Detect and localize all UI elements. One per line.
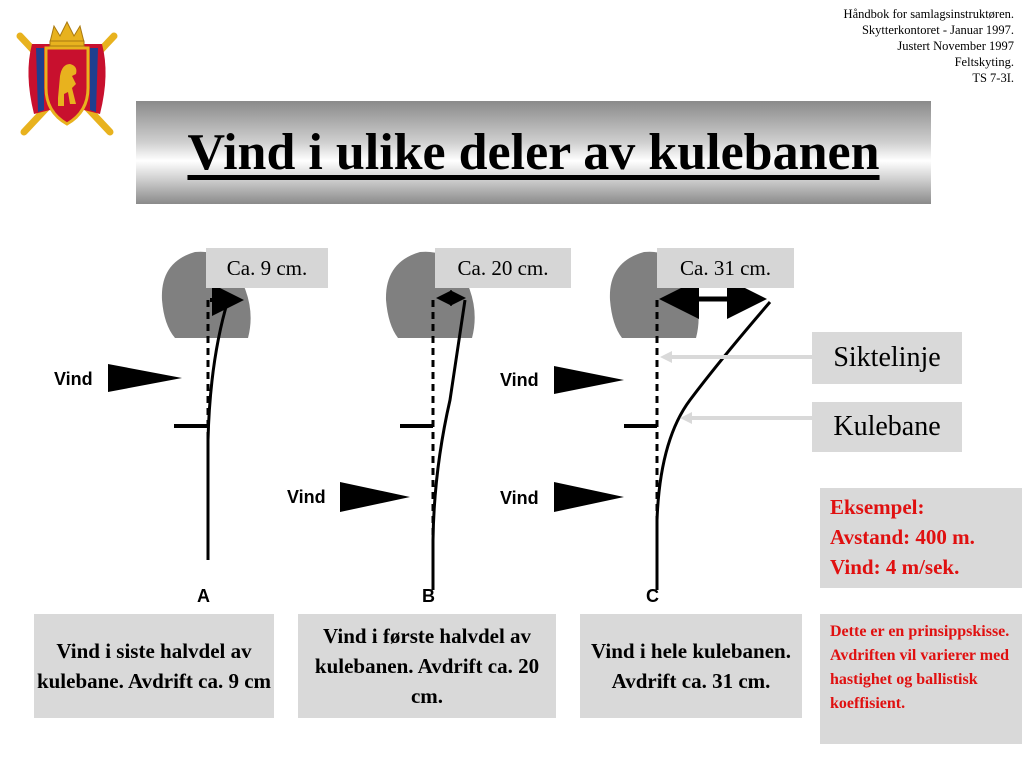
diagram-c	[554, 252, 770, 590]
example-heading: Eksempel:	[830, 495, 925, 519]
page-title: Vind i ulike deler av kulebanen	[187, 124, 880, 181]
description-a	[34, 614, 274, 718]
description-b	[298, 614, 556, 718]
siktelinje-pointer-head	[660, 351, 672, 363]
drift-label-b: Ca. 20 cm.	[435, 248, 571, 288]
example-wind: Vind: 4 m/sek.	[830, 555, 960, 579]
header-line: Skytterkontoret - Januar 1997.	[861, 23, 1014, 37]
wind-label-b: Vind	[287, 487, 326, 507]
wind-label-c2: Vind	[500, 488, 539, 508]
header-line: TS 7-3I.	[972, 71, 1014, 85]
drift-label-a: Ca. 9 cm.	[206, 248, 328, 288]
wind-label-a: Vind	[54, 369, 93, 389]
wind-arrow-icon	[554, 366, 624, 394]
diagram-b	[340, 252, 475, 590]
legend-siktelinje: Siktelinje	[812, 332, 962, 384]
diagram-a	[108, 252, 251, 560]
description-b-text: Vind i første halvdel av kulebanen. Avdrift ca. 20 cm.	[314, 624, 540, 708]
trajectory-c	[657, 302, 770, 590]
header-line: Justert November 1997	[897, 39, 1014, 53]
trajectory-a	[208, 300, 228, 560]
example-box	[820, 488, 1022, 588]
letter-b: B	[422, 586, 435, 606]
header-line: Håndbok for samlagsinstruktøren.	[843, 7, 1014, 21]
note-box	[820, 614, 1022, 744]
drift-label-c: Ca. 31 cm.	[657, 248, 794, 288]
trajectory-b	[433, 300, 465, 590]
legend-kulebane: Kulebane	[812, 402, 962, 452]
description-c	[580, 614, 802, 718]
wind-arrow-icon	[108, 364, 182, 392]
description-a-text: Vind i siste halvdel av kulebane. Avdrift ca. 9 cm	[36, 639, 272, 693]
wind-arrow-icon	[554, 482, 624, 512]
note-text: Dette er en prinsippskisse. Avdriften vil varierer med hastighet og ballistisk koeffisient.	[830, 623, 1010, 712]
header-line: Feltskyting.	[954, 55, 1014, 69]
letter-a: A	[197, 586, 210, 606]
wind-label-c1: Vind	[500, 370, 539, 390]
description-c-text: Vind i hele kulebanen. Avdrift ca. 31 cm.	[591, 639, 791, 693]
letter-c: C	[646, 586, 659, 606]
wind-arrow-icon	[340, 482, 410, 512]
example-distance: Avstand: 400 m.	[830, 525, 975, 549]
